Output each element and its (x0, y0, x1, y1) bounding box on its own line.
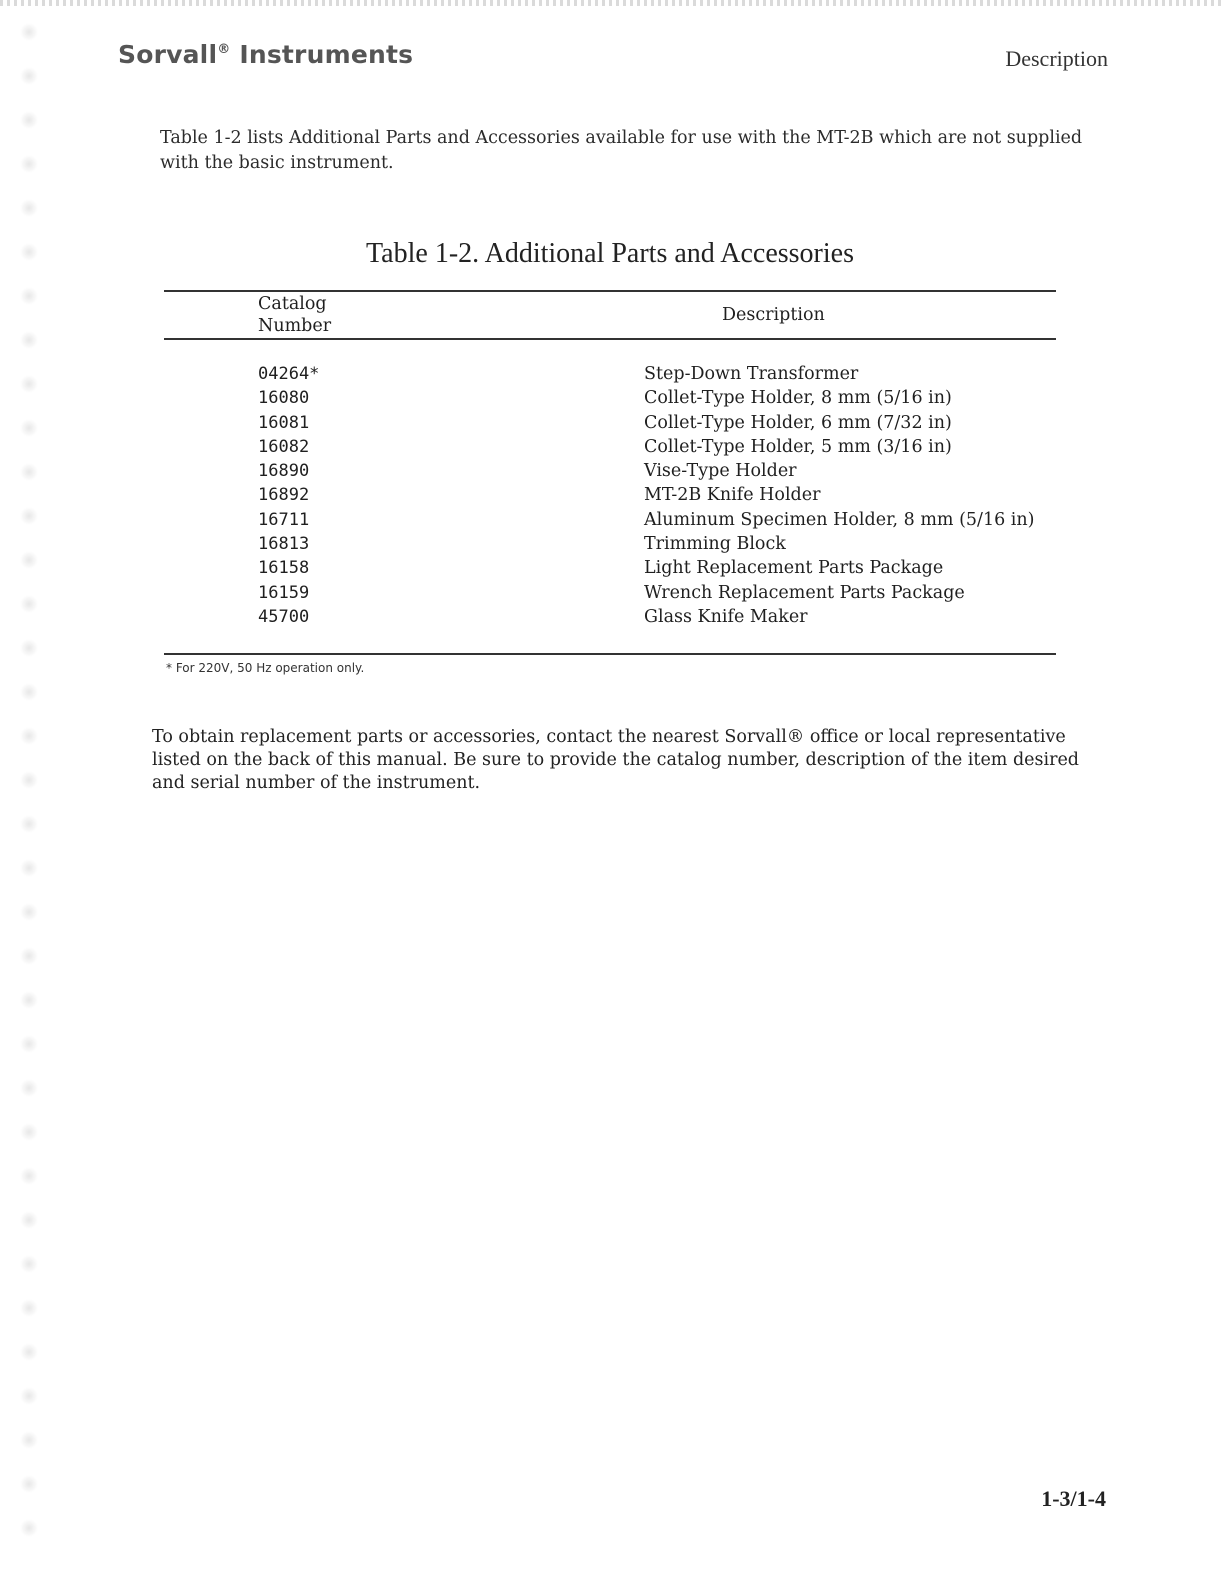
page-number: 1-3/1-4 (1041, 1486, 1106, 1511)
table-row (164, 459, 1056, 483)
table-row (164, 483, 1056, 507)
column-header-catalog (164, 291, 644, 339)
part-description: Vise-Type Holder (644, 461, 797, 482)
column-header-catalog-line1: Catalog (258, 294, 327, 314)
parts-table (164, 290, 1056, 655)
part-description: Wrench Replacement Parts Package (644, 582, 965, 603)
table-row (164, 339, 1056, 386)
table-row (164, 411, 1056, 435)
part-description: Collet-Type Holder, 8 mm (5/16 in) (644, 388, 952, 409)
part-description: Glass Knife Maker (644, 606, 808, 627)
catalog-number: 16081 (258, 412, 310, 433)
intro-paragraph: Table 1-2 lists Additional Parts and Accessories available for use with the MT-2B which are not supplied with the basic instrument. (160, 128, 1083, 173)
table-row (164, 386, 1056, 410)
column-header-description: Description (722, 305, 825, 325)
catalog-number: 16892 (258, 485, 310, 506)
part-description: Step-Down Transformer (644, 364, 859, 384)
part-description: Collet-Type Holder, 5 mm (3/16 in) (644, 436, 952, 457)
part-description: Trimming Block (644, 534, 786, 555)
table-caption: Table 1-2. Additional Parts and Accessories (366, 238, 854, 269)
closing-paragraph: To obtain replacement parts or accessories, contact the nearest Sorvall® office or local representative listed on the back of this manual. Be sure to provide the catalog number, description of the item desired and serial number of the instrument. (152, 727, 1080, 793)
part-description: Aluminum Specimen Holder, 8 mm (5/16 in) (644, 509, 1035, 530)
catalog-number: 16159 (258, 582, 310, 603)
table-header-row (164, 291, 1056, 339)
brand-name: Sorvall (118, 40, 218, 69)
table-row (164, 605, 1056, 654)
catalog-number: 16082 (258, 436, 310, 457)
catalog-number: 04264* (258, 364, 320, 384)
table-row (164, 532, 1056, 556)
catalog-number: 16813 (258, 534, 310, 555)
table-row (164, 508, 1056, 532)
catalog-number: 16711 (258, 509, 310, 530)
table-row (164, 581, 1056, 605)
catalog-number: 45700 (258, 606, 310, 627)
section-title: Description (1005, 46, 1108, 71)
part-description: Collet-Type Holder, 6 mm (7/32 in) (644, 412, 952, 433)
catalog-number: 16080 (258, 388, 310, 409)
part-description: Light Replacement Parts Package (644, 558, 944, 579)
brand-header (118, 40, 413, 69)
table-footnote: * For 220V, 50 Hz operation only. (166, 661, 365, 675)
scan-top-edge (0, 0, 1224, 6)
part-description: MT-2B Knife Holder (644, 485, 821, 506)
table-row (164, 556, 1056, 580)
catalog-number: 16890 (258, 461, 310, 482)
scan-binding-edge (14, 10, 44, 1550)
catalog-number: 16158 (258, 558, 310, 579)
column-header-catalog-line2: Number (258, 316, 332, 336)
table-row (164, 435, 1056, 459)
brand-registered-mark: ® (217, 42, 231, 57)
brand-suffix: Instruments (230, 40, 414, 69)
